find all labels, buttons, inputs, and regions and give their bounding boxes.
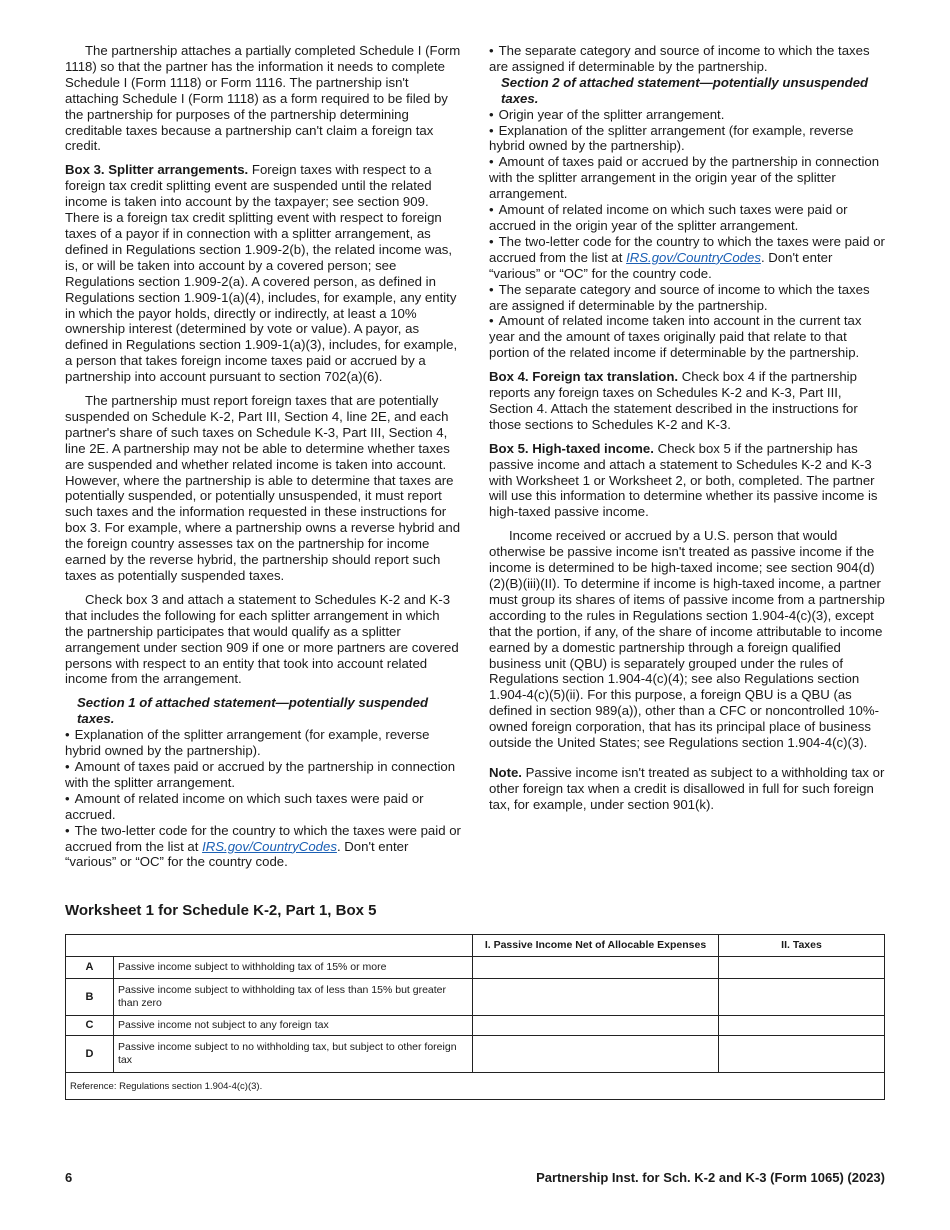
list-item bbox=[489, 234, 885, 282]
list-item: • Amount of taxes paid or accrued by the partnership in connection with the splitter arrangement. bbox=[65, 759, 461, 791]
list-text: The two-letter code for the country to which the taxes were paid or accrued from the list at bbox=[65, 822, 461, 854]
taxes-cell[interactable] bbox=[719, 1016, 885, 1036]
row-letter: C bbox=[66, 1016, 114, 1036]
reference-row bbox=[66, 1073, 885, 1100]
box4-text: Check box 4 if the partnership reports any foreign taxes on Schedules K-2 and K-3, Part III, Section 4. Attach the statement described in the instructions for those sections to Schedules K-2 and K-3. bbox=[489, 369, 858, 432]
list-item: • The separate category and source of income to which the taxes are assigned if determinable by the partnership. bbox=[489, 282, 885, 314]
box3-heading: Box 3. Splitter arrangements. bbox=[65, 162, 249, 178]
row-description: Passive income subject to no withholding tax, but subject to other foreign tax bbox=[114, 1036, 473, 1073]
list-text: . Don't enter “various” or “OC” for the country code. bbox=[65, 838, 409, 870]
income-cell[interactable] bbox=[473, 1036, 719, 1073]
country-codes-link[interactable]: IRS.gov/CountryCodes bbox=[626, 249, 761, 265]
box3-paragraph bbox=[65, 162, 461, 385]
left-column bbox=[65, 43, 461, 870]
taxes-cell[interactable] bbox=[719, 1036, 885, 1073]
section1-heading: Section 1 of attached statement—potentially suspended taxes. bbox=[77, 695, 429, 727]
table-row bbox=[66, 979, 885, 1016]
row-description: Passive income subject to withholding tax of less than 15% but greater than zero bbox=[114, 979, 473, 1016]
income-cell[interactable] bbox=[473, 979, 719, 1016]
worksheet-title: Worksheet 1 for Schedule K-2, Part 1, Box 5 bbox=[65, 902, 377, 919]
note-heading: Note. bbox=[489, 764, 522, 780]
box3-text: Foreign taxes with respect to a foreign tax credit splitting event are suspended until the related income is taken into account by the taxpayer; see section 909. There is a foreign tax credit splitting event with respect to foreign taxes of a payor if in connection with a splitter arrangement, as defined in Regulations section 1.909-2(b), the related income was, is, or will be taken into account by a covered person; see Regulations section 1.909-2(a). A covered person, as defined in Regulations section 1.909-1(a)(4), includes, for example, any entity in which the payor holds, directly or indirectly, at least a 10% ownership interest (determined by vote or value). A payor, as defined in Regulations section 1.909-1(a)(3), includes, for example, a person that takes foreign income taxes paid or accrued by a partnership into account pursuant to section 702(a)(6). bbox=[65, 162, 458, 385]
note-paragraph bbox=[489, 765, 885, 813]
table-header-row bbox=[66, 935, 885, 957]
row-letter: A bbox=[66, 957, 114, 979]
list-item: • Explanation of the splitter arrangement (for example, reverse hybrid owned by the partnership). bbox=[65, 727, 461, 759]
table-row bbox=[66, 1036, 885, 1073]
paragraph: Check box 3 and attach a statement to Schedules K-2 and K-3 that includes the following for each splitter arrangement in which the partnership participates that would qualify as a splitter arrangement under section 909 if one or more partners are covered persons with respect to an entity that took into account related income from the arrangement. bbox=[65, 591, 459, 687]
list-item: • Explanation of the splitter arrangement (for example, reverse hybrid owned by the partnership). bbox=[489, 123, 885, 155]
taxes-cell[interactable] bbox=[719, 979, 885, 1016]
taxes-cell[interactable] bbox=[719, 957, 885, 979]
income-cell[interactable] bbox=[473, 1016, 719, 1036]
box5-heading: Box 5. High-taxed income. bbox=[489, 440, 654, 456]
footer-title: Partnership Inst. for Sch. K-2 and K-3 (Form 1065) (2023) bbox=[536, 1170, 885, 1185]
income-cell[interactable] bbox=[473, 957, 719, 979]
list-item: • Amount of related income on which such taxes were paid or accrued in the origin year of the splitter arrangement. bbox=[489, 202, 885, 234]
paragraph: The partnership attaches a partially completed Schedule I (Form 1118) so that the partner has the information it needs to complete Schedule I (Form 1118) or Form 1116. The partnership isn't attaching Schedule I (Form 1118) as a form required to be filed by the partnership for purposes of the partnership determining creditable taxes because a partnership can't claim a foreign tax credit. bbox=[65, 43, 461, 154]
list-text: . Don't enter “various” or “OC” for the country code. bbox=[489, 249, 833, 281]
table-row bbox=[66, 957, 885, 979]
table-row bbox=[66, 1016, 885, 1036]
note-text: Passive income isn't treated as subject to a withholding tax or other foreign tax when a credit is disallowed in full for such foreign tax, for example, under section 901(k). bbox=[489, 764, 885, 812]
worksheet-table bbox=[65, 934, 885, 1100]
list-text: The two-letter code for the country to which the taxes were paid or accrued from the list at bbox=[489, 233, 885, 265]
list-item: • The separate category and source of income to which the taxes are assigned if determinable by the partnership. bbox=[489, 43, 885, 75]
row-letter: B bbox=[66, 979, 114, 1016]
right-column bbox=[489, 43, 885, 821]
section2-heading: Section 2 of attached statement—potentially unsuspended taxes. bbox=[501, 74, 869, 106]
row-letter: D bbox=[66, 1036, 114, 1073]
row-description: Passive income subject to withholding tax of 15% or more bbox=[114, 957, 473, 979]
list-item: • Amount of related income on which such taxes were paid or accrued. bbox=[65, 791, 461, 823]
paragraph: The partnership must report foreign taxes that are potentially suspended on Schedule K-2, Part III, Section 4, line 2E, and each partner's share of such taxes on Schedule K-3, Part III, Section 4, line 2E. A partnership may not be able to determine whether taxes are suspended and whether related income is taken into account. However, where the partnership is able to determine that taxes are potentially suspended, or potentially unsuspended, it must report such taxes and the information requested in these instructions for box 3. For example, where a partnership owns a reverse hybrid and the foreign country assesses tax on the partnership for income earned by the reverse hybrid, the partnership should report such taxes as potentially suspended taxes. bbox=[65, 393, 461, 583]
country-codes-link[interactable]: IRS.gov/CountryCodes bbox=[202, 838, 337, 854]
box4-paragraph bbox=[489, 369, 885, 433]
list-item bbox=[65, 823, 461, 871]
page-number: 6 bbox=[65, 1170, 73, 1185]
list-item: • Origin year of the splitter arrangement. bbox=[489, 107, 885, 123]
list-item: • Amount of taxes paid or accrued by the partnership in connection with the splitter arrangement in the origin year of the splitter arrangement. bbox=[489, 154, 885, 202]
blank-header bbox=[66, 935, 473, 957]
paragraph: Income received or accrued by a U.S. person that would otherwise be passive income isn't treated as passive income if the income is determined to be high-taxed income; see section 904(d)(2)(B)(iii)(II). To determine if income is high-taxed income, a partner must group its shares of items of passive income from a partnership according to the rules in Regulations section 1.904-4(c)(3), except that the portion, if any, of the share of income attributable to income earned by a domestic partnership through a foreign qualified business unit (QBU) is separately grouped under the rules of Regulations section 1.904-4(c)(4); see also Regulations section 1.904-4(c)(5)(ii). For this purpose, a foreign QBU is a QBU (as defined in section 989(a)), other than a CFC or noncontrolled 10%-owned foreign corporation, that has its principal place of business outside the United States; see Regulations section 1.904-4(c)(3). bbox=[489, 528, 885, 751]
column-header: II. Taxes bbox=[719, 935, 885, 957]
reference-text: Reference: Regulations section 1.904-4(c)(3). bbox=[66, 1073, 885, 1100]
box5-paragraph bbox=[489, 441, 885, 521]
box5-text: Check box 5 if the partnership has passive income and attach a statement to Schedules K-2 and K-3 with Worksheet 1 or Worksheet 2, or both, completed. The partner will use this information to determine whether its passive income is high-taxed passive income. bbox=[489, 440, 878, 520]
column-header: I. Passive Income Net of Allocable Expenses bbox=[473, 935, 719, 957]
box4-heading: Box 4. Foreign tax translation. bbox=[489, 369, 679, 385]
row-description: Passive income not subject to any foreign tax bbox=[114, 1016, 473, 1036]
list-item: • Amount of related income taken into account in the current tax year and the amount of taxes originally paid that relate to that portion of the related income if determinable by the partnership. bbox=[489, 313, 885, 361]
